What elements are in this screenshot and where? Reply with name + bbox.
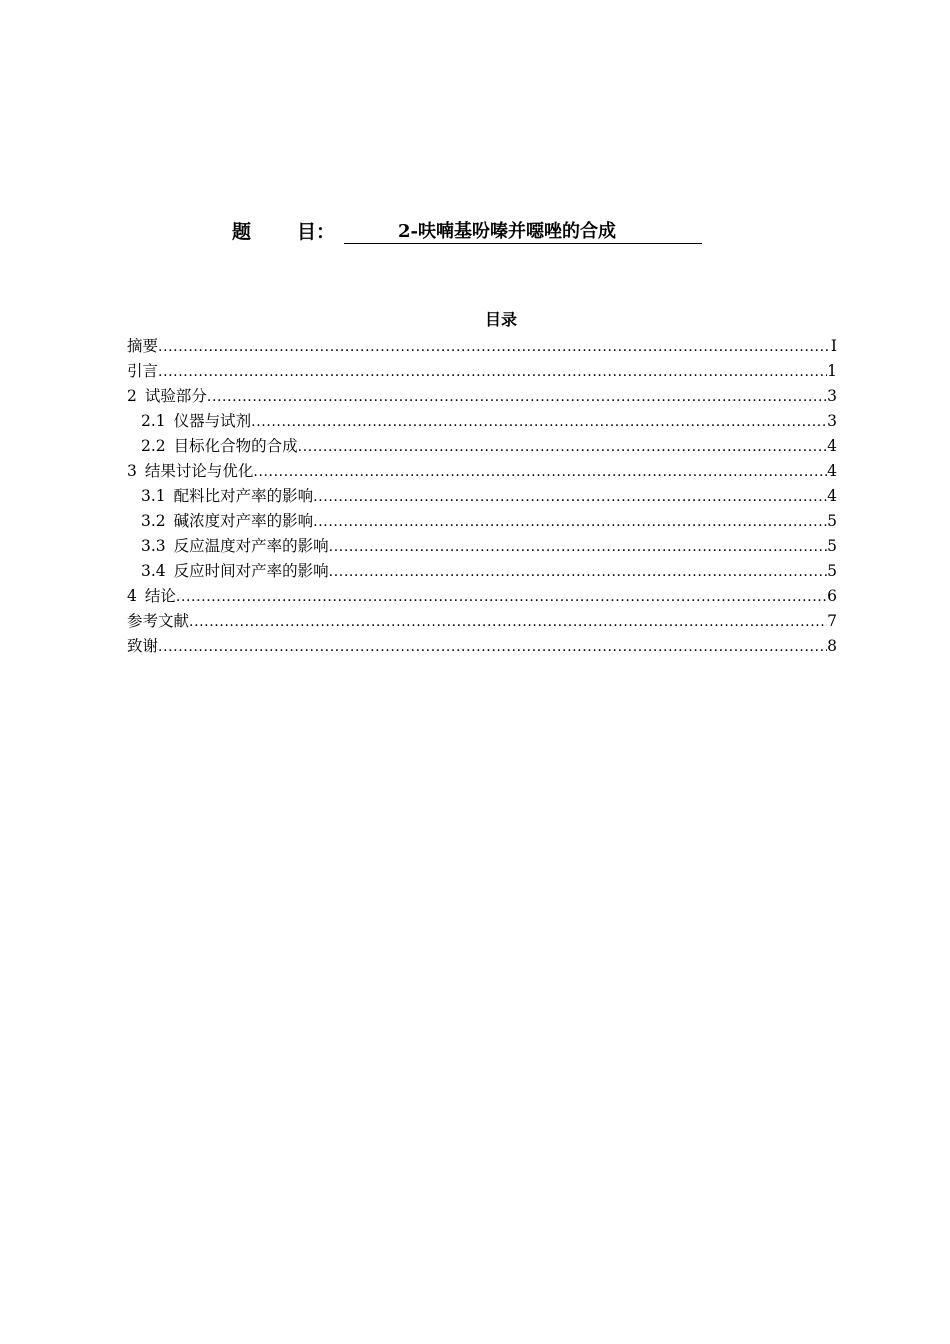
toc-entry-title: 目标化合物的合成 bbox=[173, 437, 298, 455]
toc-entry-page: 3 bbox=[827, 412, 837, 430]
toc-entry-title: 摘要 bbox=[127, 337, 159, 355]
toc-dot-leader bbox=[298, 434, 827, 459]
title-label-part1: 题 bbox=[232, 221, 252, 243]
toc-entry-page: 8 bbox=[827, 637, 837, 655]
toc-dot-leader bbox=[313, 509, 827, 534]
toc-entry[interactable] bbox=[127, 409, 837, 434]
toc-entry-number: 2 bbox=[127, 387, 137, 405]
toc-dot-leader bbox=[329, 534, 827, 559]
toc-entry-page: 5 bbox=[827, 562, 837, 580]
toc-entry[interactable] bbox=[127, 434, 837, 459]
toc-dot-leader bbox=[176, 584, 827, 609]
title-value: 2-呋喃基吩嗪并噁唑的合成 bbox=[344, 218, 702, 244]
toc-entry-number: 3.3 bbox=[141, 537, 166, 555]
toc-entry-page: 4 bbox=[827, 462, 837, 480]
toc-entry-title: 结论 bbox=[144, 587, 176, 605]
table-of-contents bbox=[127, 334, 837, 659]
toc-entry-title: 碱浓度对产率的影响 bbox=[173, 512, 314, 530]
toc-entry-number: 3.4 bbox=[141, 562, 166, 580]
toc-dot-leader bbox=[207, 384, 827, 409]
toc-entry-page: I bbox=[830, 337, 837, 355]
toc-entry-page: 4 bbox=[827, 437, 837, 455]
toc-entry[interactable] bbox=[127, 384, 837, 409]
toc-entry[interactable] bbox=[127, 509, 837, 534]
toc-entry-number: 3 bbox=[127, 462, 137, 480]
toc-entry[interactable] bbox=[127, 534, 837, 559]
toc-entry-page: 1 bbox=[827, 362, 837, 380]
title-label-part2: 目： bbox=[297, 221, 336, 243]
toc-dot-leader bbox=[158, 634, 827, 659]
toc-entry[interactable] bbox=[127, 609, 837, 634]
toc-entry[interactable] bbox=[127, 634, 837, 659]
toc-entry-page: 5 bbox=[827, 512, 837, 530]
toc-dot-leader bbox=[313, 484, 827, 509]
toc-entry-number: 2.2 bbox=[141, 437, 166, 455]
toc-entry-title: 引言 bbox=[127, 362, 159, 380]
toc-entry-page: 4 bbox=[827, 487, 837, 505]
toc-entry-title: 反应时间对产率的影响 bbox=[173, 562, 329, 580]
toc-entry-page: 7 bbox=[827, 612, 837, 630]
toc-entry-title: 致谢 bbox=[127, 637, 159, 655]
toc-dot-leader bbox=[158, 359, 827, 384]
toc-dot-leader bbox=[251, 409, 827, 434]
toc-entry-number: 3.2 bbox=[141, 512, 166, 530]
toc-dot-leader bbox=[189, 609, 827, 634]
toc-dot-leader bbox=[253, 459, 827, 484]
toc-entry-title: 仪器与试剂 bbox=[173, 412, 252, 430]
title-label bbox=[232, 218, 335, 246]
toc-entry-title: 配料比对产率的影响 bbox=[173, 487, 314, 505]
toc-entry-number: 3.1 bbox=[141, 487, 166, 505]
toc-entry-page: 5 bbox=[827, 537, 837, 555]
toc-entry-title: 试验部分 bbox=[144, 387, 207, 405]
toc-heading: 目录 bbox=[484, 310, 517, 329]
toc-entry-title: 参考文献 bbox=[127, 612, 190, 630]
toc-entry-number: 4 bbox=[127, 587, 137, 605]
toc-entry[interactable] bbox=[127, 459, 837, 484]
toc-entry-page: 3 bbox=[827, 387, 837, 405]
toc-entry[interactable] bbox=[127, 559, 837, 584]
toc-entry-title: 反应温度对产率的影响 bbox=[173, 537, 329, 555]
title-line bbox=[0, 218, 950, 248]
toc-entry-page: 6 bbox=[827, 587, 837, 605]
toc-dot-leader bbox=[329, 559, 827, 584]
toc-entry[interactable] bbox=[127, 334, 837, 359]
toc-entry-number: 2.1 bbox=[141, 412, 166, 430]
toc-entry[interactable] bbox=[127, 484, 837, 509]
toc-entry[interactable] bbox=[127, 359, 837, 384]
toc-entry-title: 结果讨论与优化 bbox=[144, 462, 254, 480]
toc-dot-leader bbox=[158, 334, 831, 359]
toc-entry[interactable] bbox=[127, 584, 837, 609]
